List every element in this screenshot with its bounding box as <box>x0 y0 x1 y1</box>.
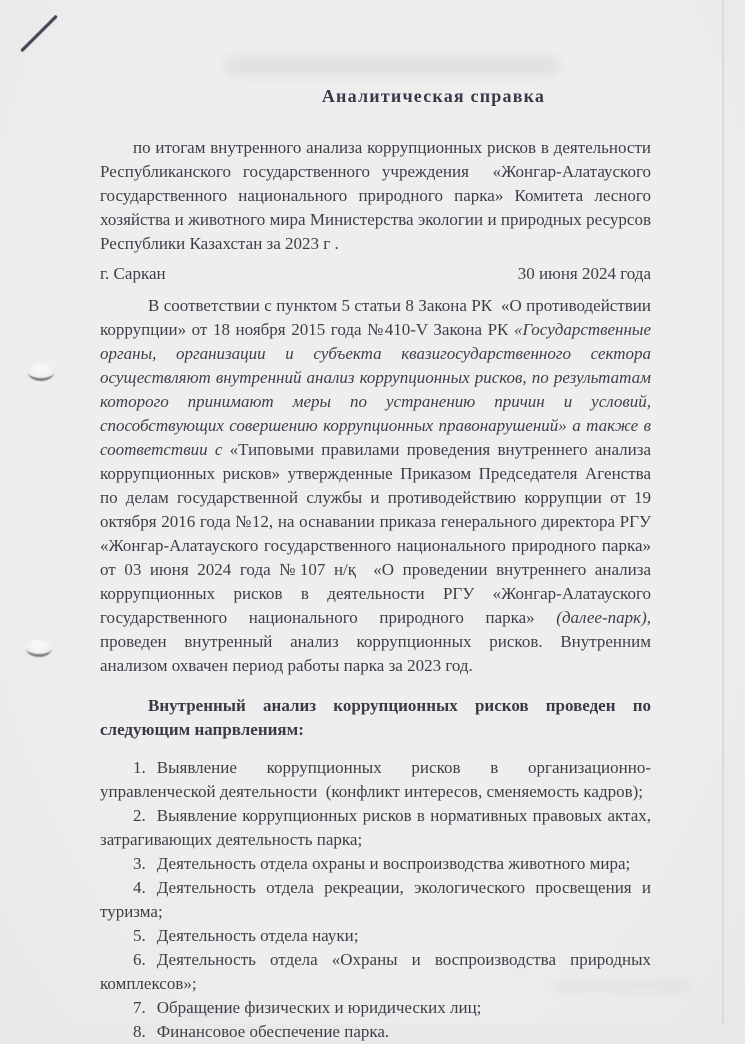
place-date-line <box>100 262 651 286</box>
list-item-number: 5. <box>133 926 146 945</box>
page-edge-shadow <box>722 0 725 1024</box>
list-item-number: 3. <box>133 854 146 873</box>
legal-segment-regular: В соответствии с пунктом 5 статьи 8 Закона РК «О противодействии коррупции» от 18 ноября 2015 года №410-V Закона РК <box>100 296 651 339</box>
list-item-text: Деятельность отдела науки; <box>156 926 359 945</box>
date-label: 30 июня 2024 года <box>517 264 651 283</box>
legal-segment-regular: , проведен внутренный анализ коррупционных рисков. Внутренним анализом охвачен период работы парка за 2023 год. <box>100 608 651 675</box>
list-item-text: Выявление коррупционных рисков в организационно-управленческой деятельности (конфликт интересов, сменяемость кадров); <box>100 758 651 801</box>
list-item-text: Финансовое обеспечение парка. <box>156 1022 390 1041</box>
hole-punch-shadow <box>26 640 52 657</box>
list-item <box>100 804 651 852</box>
list-item-text: Выявление коррупционных рисков в нормативных правовых актах, затрагивающих деятельность парка; <box>100 806 651 849</box>
list-item <box>100 756 651 804</box>
pen-stroke-mark <box>20 15 57 52</box>
list-item-number: 7. <box>133 998 146 1017</box>
hole-punch-shadow <box>28 364 54 381</box>
document-body <box>100 0 651 1044</box>
list-item-number: 1. <box>133 758 146 777</box>
place-label: г. Саркан <box>100 264 166 283</box>
legal-basis-paragraph <box>100 294 651 678</box>
legal-segment-regular: «Типовыми правилами проведения внутреннего анализа коррупционных рисков» утвержденные Приказом Председателя Агенства по делам государственной службы и противодействию коррупции от 19 октября 2016 года №12, на оснавании приказа генерального директора РГУ «Жонгар-Алатауского государственного национального природного парка» от 03 июня 2024 года №107 н/қ «О проведении внутреннего анализа коррупционных рисков в деятельности РГУ «Жонгар-Алатауского государственного национального природного парка» <box>100 440 652 627</box>
list-item <box>100 948 651 996</box>
list-item <box>100 876 651 924</box>
list-item <box>100 924 651 948</box>
list-item-number: 8. <box>133 1022 146 1041</box>
document-title: Аналитическая справка <box>321 86 546 106</box>
list-item <box>100 852 651 876</box>
list-item-number: 4. <box>133 878 146 897</box>
list-item-text: Деятельность отдела охраны и воспроизводства животного мира; <box>156 854 631 873</box>
list-item-text: Деятельность отдела «Охраны и воспроизводства природных комплексов»; <box>100 950 651 993</box>
directions-list <box>100 756 651 1044</box>
legal-segment-parenthetical-italic: (далее-парк) <box>556 608 647 627</box>
list-item-text: Обращение физических и юридических лиц; <box>156 998 482 1017</box>
intro-paragraph: по итогам внутренного анализа коррупционных рисков в деятельности Республиканского государственного учреждения «Жонгар-Алатауского государственного национального природного парка» Комитета лесного хозяйства и животного мира Министерства экологии и природных ресурсов Республики Казахстан за 2023 г . <box>100 138 651 253</box>
section-heading: Внутренный анализ коррупционных рисков проведен по следующим напрвлениям: <box>100 696 651 739</box>
list-item-number: 6. <box>133 950 146 969</box>
list-item <box>100 996 651 1020</box>
list-item-number: 2. <box>133 806 146 825</box>
legal-segment-quote-italic: «Государственные органы, организации и субъекта квазигосударственного сектора осуществляют внутренний анализ коррупционных рисков, по результатам которого принимают меры по устранению причин и условий, способствующих совершению коррупционных правонарушений» а также в соответствии с <box>100 320 651 459</box>
list-item-text: Деятельность отдела рекреации, экологического просвещения и туризма; <box>100 878 651 921</box>
